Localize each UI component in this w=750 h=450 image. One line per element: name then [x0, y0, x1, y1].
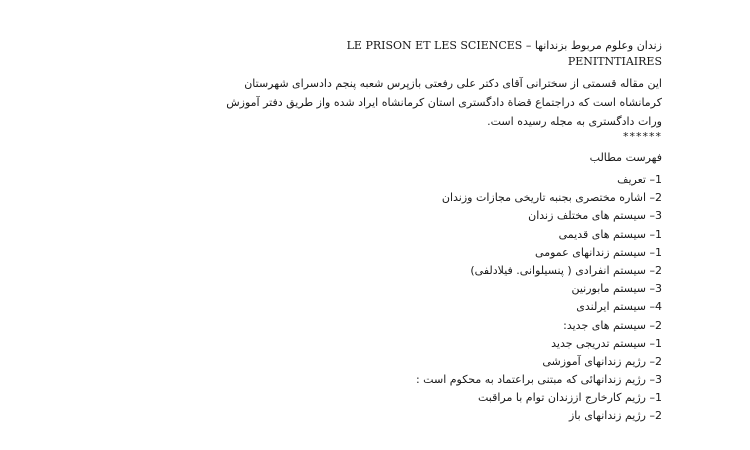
document-body — [202, 38, 662, 426]
toc-item: 2– سیستم انفرادی ( پنسیلوانی. فیلادلفی) — [470, 263, 662, 277]
table-of-contents — [202, 171, 662, 426]
title-french-continued: PENITNTIAIRES — [567, 55, 662, 68]
title-persian: زندان وعلوم مربوط بزندانها – — [525, 39, 662, 52]
toc-item: 1– سیستم های قدیمی — [558, 227, 662, 241]
toc-item: 1– سیستم زندانهای عمومی — [535, 245, 662, 259]
toc-heading: فهرست مطالب — [589, 151, 662, 164]
separator-stars: ****** — [623, 130, 662, 143]
toc-item: 3– سیستم های مختلف زندان — [528, 209, 662, 223]
toc-item: 2– سیستم های جدید: — [563, 318, 662, 332]
toc-item: 4– سیستم ایرلندی — [576, 300, 662, 314]
toc-item: 2– رژیم زندانهای آموزشی — [542, 354, 662, 368]
toc-item: 1– رژیم کارخارج اززندان توام با مراقبت — [477, 391, 662, 405]
toc-item: 1– سیستم تدریجی جدید — [551, 336, 662, 350]
toc-item: 2– اشاره مختصری بجنبه تاریخی مجازات وزندان — [441, 191, 662, 205]
toc-item: 1– تعریف — [617, 173, 662, 186]
document-title — [202, 38, 662, 70]
intro-paragraph: این مقاله قسمتی از سخترانی آقای دکتر علی رفعتی بازپرس شعبه پنجم دادسرای شهرستان کرمانشاه است که دراجتماع قضاة دادگستری استان کرمانشاه ایراد شده واز طریق دفتر آموزش ورات دادگستری به مجله رسیده است. — [226, 77, 662, 128]
toc-item: 3– سیستم مابورنین — [571, 282, 662, 296]
title-french: LE PRISON ET LES SCIENCES — [346, 39, 523, 52]
toc-item: 2– رژیم زندانهای باز — [568, 409, 662, 423]
toc-item: 3– رژیم زندانهائی که مبتنی براعتماد به محکوم است : — [415, 373, 662, 387]
